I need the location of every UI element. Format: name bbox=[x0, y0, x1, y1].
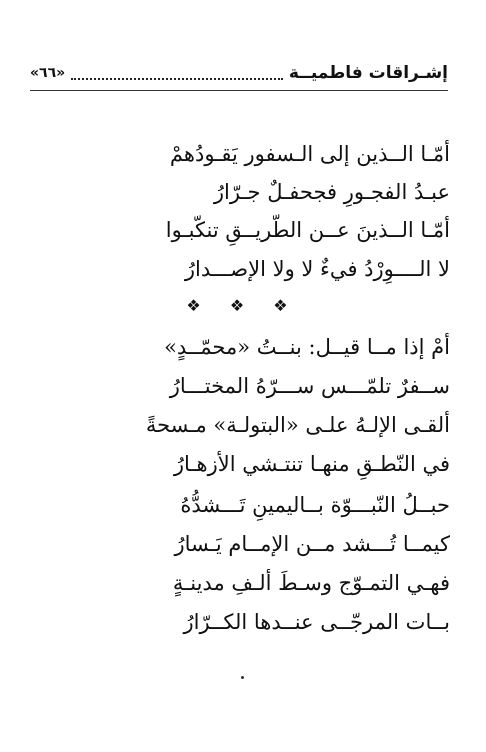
verse-line: كيمــا تُـــشد مــن الإمــام يَـسارُ bbox=[174, 532, 450, 556]
verse-line: أمْ إذا مــا قيــل: بنــتُ «محمّــدٍ» bbox=[164, 335, 450, 359]
verse-line: لا الــــوِرْدُ فيءٌ لا ولا الإصـــدارُ bbox=[184, 257, 450, 281]
stanza-separator: ❖ ❖ ❖ bbox=[186, 296, 300, 315]
verse-line: ألقـى الإلـهُ علـى «البتولـة» مـسحةً bbox=[145, 413, 450, 437]
verse-line: أمّـا الــذين إلى الـسفور يَقـودُهمْ bbox=[169, 142, 450, 166]
verse-line: حبــلُ النّبـــوّة بــاليمينِ تَـــشدُّهُ bbox=[180, 493, 450, 517]
dotted-leader bbox=[71, 66, 283, 80]
verse-line: في النّطـقِ منهـا تنتـشي الأزهـارُ bbox=[173, 452, 450, 476]
verse-line: ســفرٌ تلمّـــس ســـرّهُ المختـــارُ bbox=[169, 374, 450, 398]
verse-line: فهـي التمـوّج وسـطَ ألـفِ مدينـةٍ bbox=[172, 571, 450, 595]
header-rule bbox=[30, 90, 448, 91]
verse-line: أمّـا الــذينَ عــن الطّريــقِ تنكّبـوا bbox=[165, 218, 450, 242]
verse-line: عبـدُ الفجـورِ فجحفـلٌ جـرّارُ bbox=[213, 180, 450, 204]
running-header bbox=[30, 58, 448, 88]
page-dot bbox=[241, 676, 244, 679]
book-title: إشـراقات فاطميــة bbox=[288, 63, 448, 83]
verse-line: بــات المرجّــى عنــدها الكــرّارُ bbox=[183, 610, 450, 634]
page-number: «٦٦» bbox=[30, 65, 66, 81]
